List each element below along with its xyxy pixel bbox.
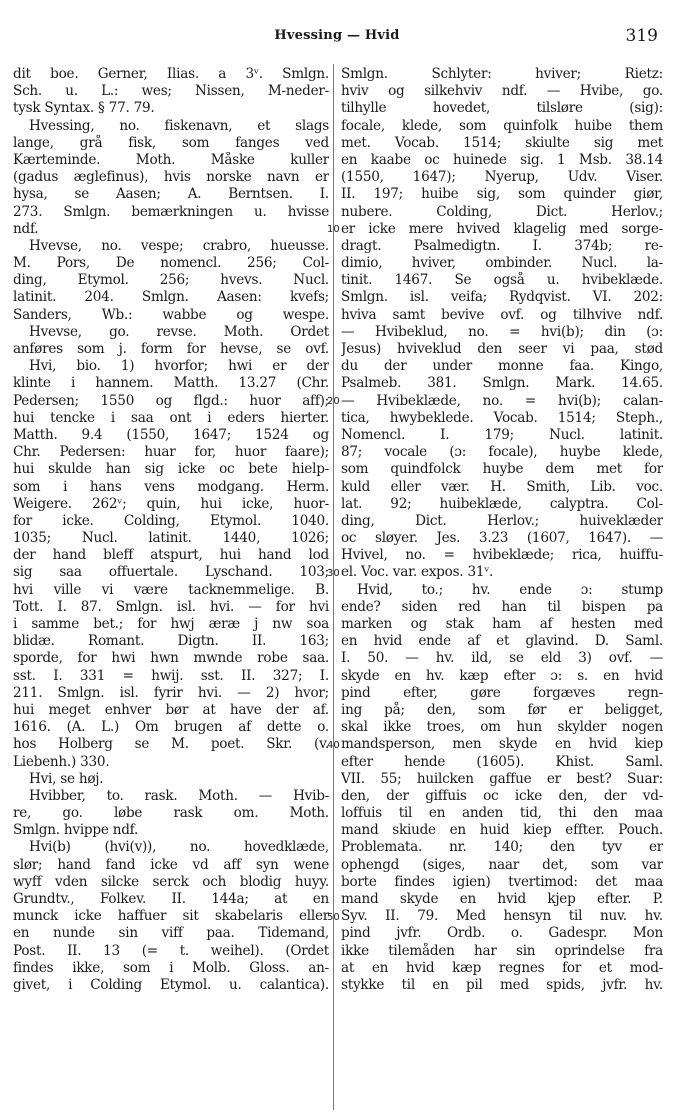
text-line: Smlgn. isl. veifa; Rydqvist. VI. 202: [341,289,663,306]
column-divider [333,64,334,1110]
text-line: Syv. II. 79. Med hensyn til nuv. hv. [341,908,663,925]
text-line: — Hvibeklud, no. = hvi(b); din (ɔ: [341,323,663,340]
text-line: hos Holberg se M. poet. Skr. (v. [13,736,329,753]
text-line: ndf. [13,220,39,237]
text-line: (gadus æglefinus), hvis norske navn er [13,169,329,186]
text-line: Hvivel, no. = hvibeklæde; rica, huiffu- [341,547,663,564]
text-line: Pedersen; 1550 og flgd.: huor aff); [13,392,329,409]
text-line: el. Voc. var. expos. 31ᵛ. [341,564,494,581]
text-line: slør; hand fand icke vd aff syn wene [13,856,329,873]
line-number: 50 [327,911,340,923]
page-header [0,26,674,50]
text-line: ding, Etymol. 256; hvevs. Nucl. [13,272,329,289]
text-line: tilhylle hovedet, tilsløre (sig): [341,100,663,117]
text-line: du der under monne faa. Kingo, [341,358,663,375]
text-line: Chr. Pedersen: huar for, huor faare); [13,444,329,461]
line-number: 40 [327,739,340,751]
text-line: en hvid ende af et glavind. D. Saml. [341,633,663,650]
text-line: lange, grå fisk, som fanges ved [13,134,329,151]
line-number: 10 [327,223,340,235]
text-line: loffuis til en anden tid, thi den maa [341,805,663,822]
text-line: Hvevse, no. vespe; crabro, hueusse. [29,237,329,254]
text-line: Hvibber, to. rask. Moth. — Hvib- [29,787,329,804]
text-line: mandsperson, men skyde en hvid kiep [341,736,663,753]
text-line: met. Vocab. 1514; skiulte sig met [341,134,663,151]
text-line: skyde en hv. kæp efter ɔ: s. en hvid [341,667,663,684]
text-line: Hvi, bio. 1) hvorfor; hwi er der [29,358,329,375]
text-line: Hvid, to.; hv. ende ɔ: stump [357,581,663,598]
text-line: ikke tilemåden har sin oprindelse fra [341,942,663,959]
text-line: marken og stak ham af hesten med [341,616,663,632]
text-line: Hvi(b) (hvi(v)), no. hovedklæde, [29,839,329,856]
text-line: en nunde sin viff paa. Tidemand, [13,925,329,942]
text-line: Kærteminde. Moth. Måske kuller [13,151,329,168]
text-line: 1035; Nucl. latinit. 1440, 1026; [13,530,329,547]
text-line: VII. 55; huilcken gaffue er best? Suar: [341,770,663,787]
text-line: re, go. løbe rask om. Moth. [13,805,329,822]
text-line: mand skyde en hvid kjep efter. P. [341,891,663,907]
text-line: Matth. 9.4 (1550, 1647; 1524 og [13,426,329,443]
text-line: Tott. I. 87. Smlgn. isl. hvi. — for hvi [13,598,329,615]
text-line: pind jvfr. Ordb. o. Gadespr. Mon [341,925,663,942]
text-line: Hvessing, no. fiskenavn, et slags [29,117,329,134]
line-number: 20 [327,395,340,407]
text-line: latinit. 204. Smlgn. Aasen: kvefs; [13,289,329,306]
text-line: tinit. 1467. Se også u. hvibeklæde. [341,272,663,289]
text-line: 1616. (A. L.) Om brugen af dette o. [13,719,329,736]
text-line: (1550, 1647); Nyerup, Udv. Viser. [341,169,663,186]
text-line: dit boe. Gerner, Ilias. a 3ᵛ. Smlgn. [13,66,329,82]
text-line: II. 197; huibe sig, som quinder giør, [341,186,663,203]
text-line: kuld eller vær. H. Smith, Lib. voc. [341,478,663,495]
text-line: wyff vden silcke serck och blodig huyy. [13,873,329,890]
text-line: mand skiude en huid kiep effter. Pouch. [341,822,663,839]
text-line: nubere. Colding, Dict. Herlov.; [341,203,663,220]
text-line: hysa, se Aasen; A. Berntsen. I. [13,186,329,203]
text-line: Psalmeb. 381. Smlgn. Mark. 14.65. [341,375,663,392]
text-line: i samme bet.; for hwj æræ j nw soa [13,616,329,632]
text-line: som quindfolck huybe dem met for [341,461,663,478]
text-line: hvi ville vi være tacknemmelige. B. [13,581,329,598]
text-line: Sanders, Wb.: wabbe og wespe. [13,306,329,323]
text-line: skal ikke troes, om hun skylder nogen [341,719,663,736]
text-line: Sch. u. L.: wes; Nissen, M-neder- [13,83,329,100]
text-line: Hvevse, go. revse. Moth. Ordet [29,323,329,340]
text-line: oc sløyer. Jes. 3.23 (1607, 1647). — [341,530,663,547]
text-line: som i hans vens modgang. Herm. [13,478,329,495]
text-line: givet, i Colding Etymol. u. calantica). [13,976,329,993]
text-line: ende? siden red han til bispen pa [341,598,663,615]
text-line: tica, hwybeklede. Vocab. 1514; Steph., [341,409,663,426]
text-line: hui tencke i saa ont i eders hierter. [13,409,329,426]
line-number: 30 [327,567,340,579]
text-line: pind efter, gøre forgæves regn- [341,684,663,701]
running-head: Hvessing — Hvid [274,28,400,43]
text-line: for icke. Colding, Etymol. 1040. [13,512,329,529]
text-line: 211. Smlgn. isl. fyrir hvi. — 2) hvor; [13,684,329,701]
page-number: 319 [625,26,658,46]
text-line: Hvi, se høj. [29,770,104,787]
text-line: Liebenh.) 330. [13,753,110,770]
text-line: focale, klede, som quinfolk huibe them [341,117,663,134]
text-line: der hand bleff atspurt, hui hand lod [13,547,329,564]
text-line: Grundtv., Folkev. II. 144a; at en [13,891,329,907]
text-line: hviv og silkehviv ndf. — Hvibe, go. [341,83,663,100]
text-line: findes ikke, som i Molb. Gloss. an- [13,959,329,976]
text-line: ophengd (siges, naar det, som var [341,856,663,873]
text-line: at en hvid kæp regnes for et mod- [341,959,663,976]
text-line: Post. II. 13 (= t. weihel). (Ordet [13,942,329,959]
text-line: Nomencl. I. 179; Nucl. latinit. [341,426,663,443]
text-line: M. Pors, De nomencl. 256; Col- [13,255,329,272]
text-line: en kaabe oc huinede sig. 1 Msb. 38.14 [341,151,663,168]
text-line: sig saa offuertale. Lyschand. 103; [13,564,329,581]
text-line: stykke til en pil med spids, jvfr. hv. [341,976,663,993]
text-line: borte findes igien) tvertimod: det maa [341,873,663,890]
text-line: Smlgn. Schlyter: hviver; Rietz: [341,66,663,82]
text-line: klinte i hannem. Matth. 13.27 (Chr. [13,375,329,392]
text-line: sporde, for hwi hwn mwnde robe saa. [13,650,329,667]
text-line: dragt. Psalmedigtn. I. 374b; re- [341,237,663,254]
text-line: I. 50. — hv. ild, se eld 3) ovf. — [341,650,663,667]
text-line: ing på; den, som før er beligget, [341,701,663,718]
text-line: den, der giffuis oc icke den, der vd- [341,787,663,804]
text-line: ding, Dict. Herlov.; huiveklæder [341,512,663,529]
text-line: — Hvibeklæde, no. = hvi(b); calan- [341,392,663,409]
left-column [13,66,329,994]
text-line: anføres som j. form for hevse, se ovf. [13,341,329,357]
text-line: dimio, hviver, ombinder. Nucl. la- [341,255,663,272]
text-line: tysk Syntax. § 77. 79. [13,100,155,117]
text-line: sst. I. 331 = hwij. sst. II. 327; I. [13,667,329,684]
text-line: Jesus) hviveklud den seer vi paa, stød [341,341,663,357]
right-column [341,66,663,994]
text-line: lat. 92; huibeklæde, calyptra. Col- [341,495,663,512]
text-line: hui meget enhver bør at have der af. [13,701,329,718]
text-line: Problemata. nr. 140; den tyv er [341,839,663,856]
text-line: munck icke haffuer sit skabelaris eller [13,908,329,925]
text-line: Weigere. 262ᵛ; quin, hui icke, huor- [13,495,329,512]
text-line: efter hende (1605). Khist. Saml. [341,753,663,770]
text-line: blidæ. Romant. Digtn. II. 163; [13,633,329,650]
text-line: er icke mere hvived klagelig med sorge- [341,220,663,237]
text-line: hui skulde han sig icke oc bete hielp- [13,461,329,478]
text-line: 87; vocale (ɔ: focale), huybe klede, [341,444,663,461]
text-line: 273. Smlgn. bemærkningen u. hvisse [13,203,329,220]
text-line: hviva samt bevive ovf. og tilhvive ndf. [341,306,663,323]
text-line: Smlgn. hvippe ndf. [13,822,139,839]
